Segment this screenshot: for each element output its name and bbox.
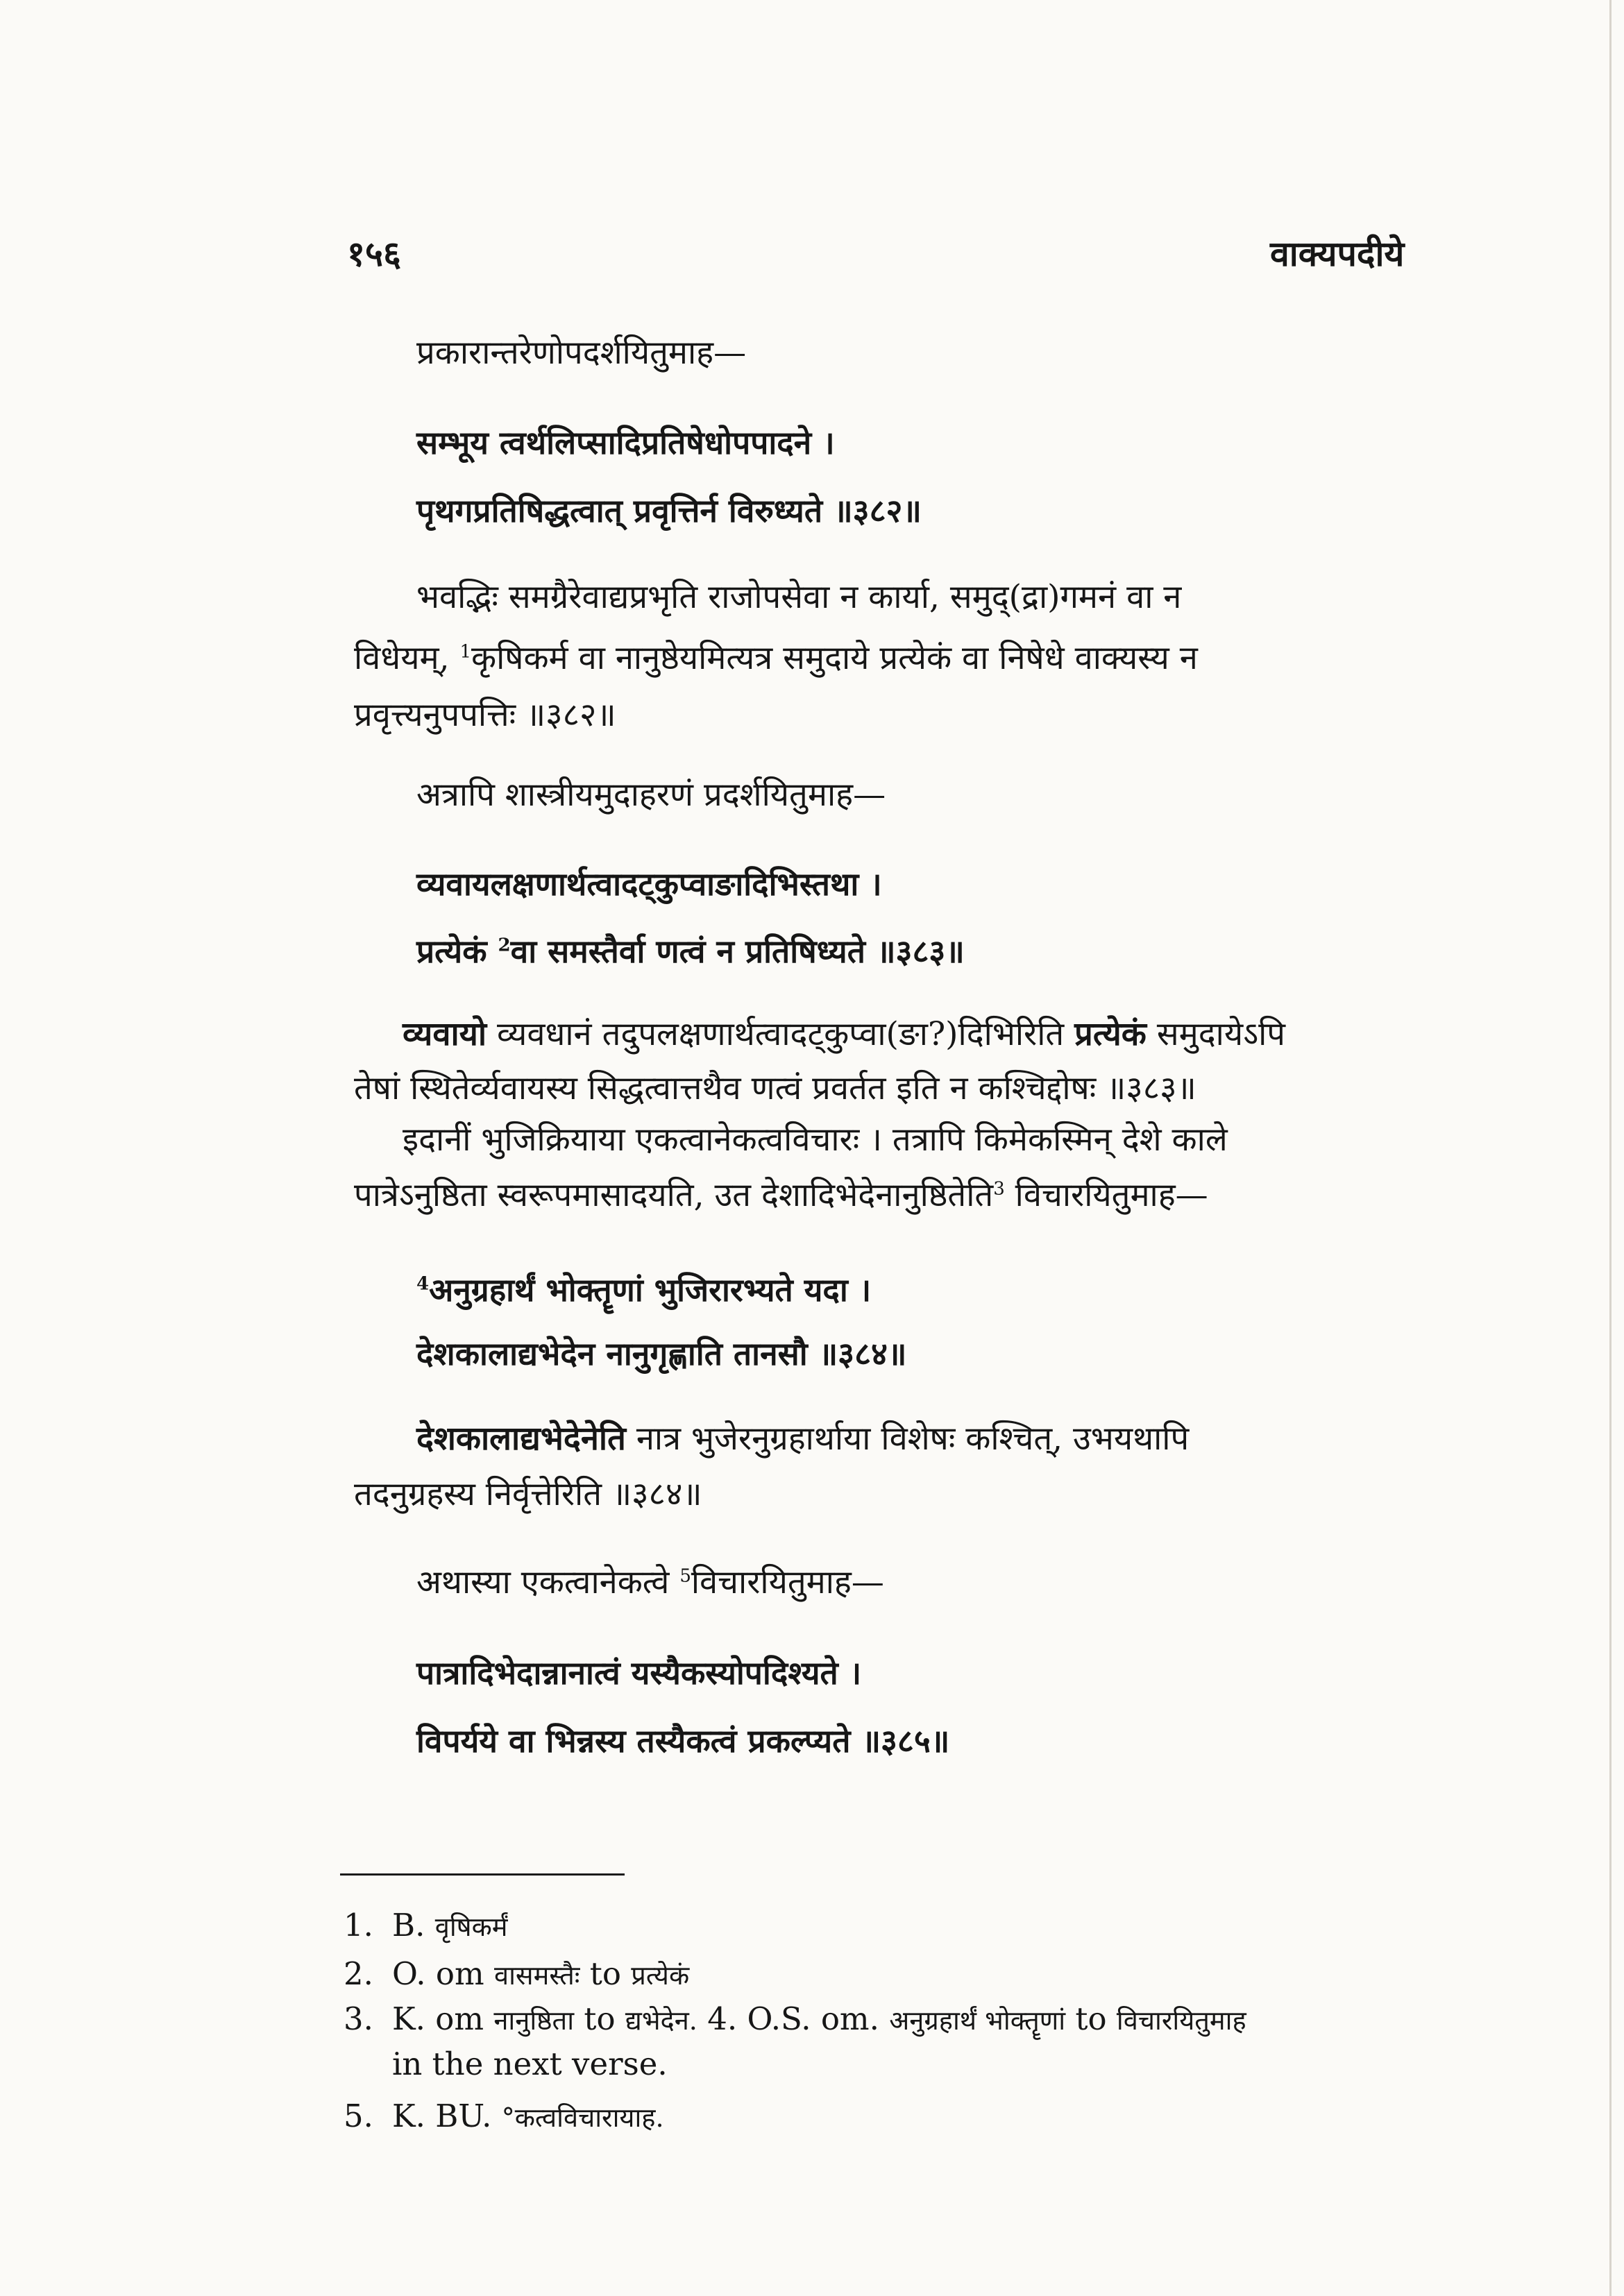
footnote-rule [340, 1873, 625, 1876]
text-segment: विचारयितुमाह— [1004, 1176, 1208, 1214]
text-segment: to [1075, 2000, 1107, 2037]
commentary-383-line-1 [403, 1013, 1285, 1056]
text-segment: विचारयितुमाह [1116, 2005, 1246, 2036]
text-segment: समुदायेऽपि [1146, 1015, 1285, 1053]
text-segment: O. om [392, 1955, 484, 1992]
footnote-ref-2: 2 [498, 935, 511, 956]
verse-384-line-1 [416, 1268, 871, 1311]
footnote-number: 1. [344, 1907, 373, 1944]
commentary-382-line-2 [354, 637, 1198, 680]
footnote-number: 3. [344, 2000, 373, 2037]
text-segment: वा समस्तैर्वा णत्वं न प्रतिषिध्यते ॥३८३॥ [510, 933, 965, 970]
intro-385 [416, 1561, 884, 1604]
commentary-384-line-1 [416, 1418, 1189, 1461]
verse-385-line-1: पात्रादिभेदान्नानात्वं यस्यैकस्योपदिश्यते । [416, 1654, 862, 1692]
text-segment: अनुग्रहार्थं भोक्तॄणां भुजिरारभ्यते यदा । [429, 1271, 872, 1309]
lemma: देशकालाद्यभेदेनेति [416, 1420, 626, 1458]
text-segment: अथास्या एकत्वानेकत्वे [416, 1563, 680, 1601]
text-segment: नानुष्ठिता [493, 2005, 575, 2036]
text-segment: कृषिकर्म वा नानुष्ठेयमित्यत्र समुदाये प्रत्येकं वा निषेधे वाक्यस्य न [471, 639, 1198, 677]
text-segment: °कत्वविचारायाह. [501, 2102, 664, 2133]
text-segment: वृषिकर्मं [434, 1912, 508, 1942]
page-edge-shadow [1609, 0, 1612, 2296]
commentary-384-intro-line-2 [354, 1174, 1208, 1217]
footnote-3 [344, 1998, 1246, 2041]
text-segment: नात्र भुजेरनुग्रहार्थाया विशेषः कश्चित्, उभयथापि [625, 1420, 1190, 1458]
text-segment: प्रत्येकं [416, 933, 498, 970]
text-segment: अनुग्रहार्थं भोक्तॄणां [889, 2005, 1066, 2036]
text-segment: पात्रेऽनुष्ठिता स्वरूपमासादयति, उत देशादिभेदेनानुष्ठितेति [354, 1176, 994, 1214]
running-head: वाक्यपदीये [1270, 233, 1405, 274]
footnote-ref-1: 1 [459, 641, 472, 663]
text-segment: वासमस्तैः [493, 1960, 580, 1991]
commentary-382-line-3: प्रवृत्त्यनुपपत्तिः ॥३८२॥ [354, 696, 616, 734]
commentary-383-line-2: तेषां स्थितेर्व्यवायस्य सिद्धत्वात्तथैव णत्वं प्रवर्तत इति न कश्चिद्दोषः ॥३८३॥ [354, 1069, 1196, 1107]
page-number: १५६ [347, 233, 401, 274]
text-segment: विधेयम्, [354, 639, 460, 677]
footnote-2 [344, 1953, 689, 1996]
footnote-1 [344, 1905, 508, 1948]
footnote-number: 5. [344, 2098, 373, 2134]
footnote-ref-3: 3 [993, 1178, 1005, 1200]
text-segment: K. om [392, 2000, 484, 2037]
text-segment: to [584, 2000, 616, 2037]
text-segment: प्रत्येकं [631, 1960, 690, 1991]
footnote-5 [344, 2095, 664, 2138]
footnote-3-continuation: in the next verse. [392, 2046, 668, 2082]
text-segment: 4. O.S. om. [707, 2000, 879, 2037]
verse-383-line-2 [416, 930, 965, 973]
text-segment: व्यवधानं तदुपलक्षणार्थत्वादट्कुप्वा(ङा?)दिभिरिति [487, 1015, 1075, 1053]
footnote-ref-4: 4 [416, 1273, 430, 1295]
text-segment: द्यभेदेन. [625, 2005, 697, 2036]
commentary-382-line-1: भवद्भिः समग्रैरेवाद्यप्रभृति राजोपसेवा न कार्या, समुद्(द्रा)गमनं वा न [416, 578, 1182, 616]
verse-382-line-1: सम्भूय त्वर्थलिप्सादिप्रतिषेधोपपादने । [416, 424, 835, 461]
commentary-384-line-2: तदनुग्रहस्य निर्वृत्तेरिति ॥३८४॥ [354, 1475, 702, 1513]
verse-383-line-1: व्यवायलक्षणार्थत्वादट्कुप्वाङादिभिस्तथा । [416, 865, 882, 903]
footnote-ref-5: 5 [679, 1565, 691, 1587]
commentary-384-intro-line-1: इदानीं भुजिक्रियाया एकत्वानेकत्वविचारः । तत्रापि किमेकस्मिन् देशे काले [403, 1121, 1228, 1159]
lemma: प्रत्येकं [1074, 1015, 1147, 1053]
text-segment: B. [392, 1907, 425, 1944]
lemma: व्यवायो [403, 1015, 487, 1053]
intro-382: प्रकारान्तरेणोपदर्शयितुमाह— [416, 334, 747, 372]
text-segment: K. BU. [392, 2098, 492, 2134]
verse-382-line-2: पृथगप्रतिषिद्धत्वात् प्रवृत्तिर्न विरुध्यते ॥३८२॥ [416, 492, 922, 529]
verse-385-line-2: विपर्यये वा भिन्नस्य तस्यैकत्वं प्रकल्प्यते ॥३८५॥ [416, 1722, 950, 1760]
intro-383: अत्रापि शास्त्रीयमुदाहरणं प्रदर्शयितुमाह— [416, 776, 886, 814]
verse-384-line-2: देशकालाद्यभेदेन नानुगृह्णाति तानसौ ॥३८४॥ [416, 1335, 907, 1372]
footnote-number: 2. [344, 1955, 373, 1992]
text-segment: to [589, 1955, 621, 1992]
text-segment: विचारयितुमाह— [691, 1563, 884, 1601]
